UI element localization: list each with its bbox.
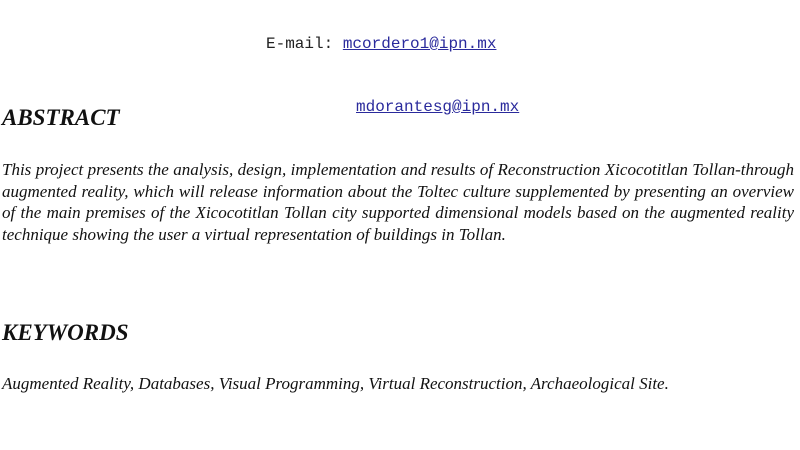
abstract-heading: ABSTRACT xyxy=(2,105,120,130)
email-contact-block xyxy=(266,0,519,139)
abstract-paragraph: This project presents the analysis, design, implementation and results of Reconstruction Xicocotitlan Tollan-through augmented reality, which will release information about the Toltec culture supplemented by presenting an overview of the main premises of the Xicocotitlan Tollan city supported dimensional models based on the augmented reality technique showing the user a virtual representation of buildings in Tollan. xyxy=(2,160,794,244)
email-link-secondary[interactable]: mdorantesg@ipn.mx xyxy=(356,98,520,116)
email-label: E-mail: xyxy=(266,35,334,53)
email-row-primary xyxy=(266,34,519,55)
keywords-heading: KEYWORDS xyxy=(2,320,129,345)
keywords-paragraph: Augmented Reality, Databases, Visual Programming, Virtual Reconstruction, Archaeological Site. xyxy=(2,374,669,393)
email-row-secondary xyxy=(266,97,519,118)
email-link-primary[interactable]: mcordero1@ipn.mx xyxy=(342,35,497,53)
